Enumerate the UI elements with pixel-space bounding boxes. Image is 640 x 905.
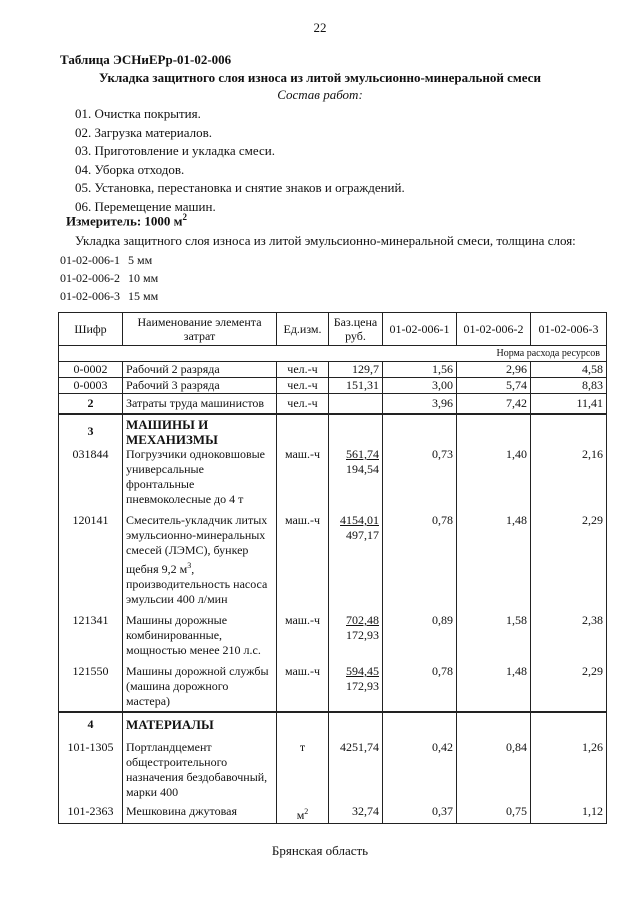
cell-v1: 0,78: [383, 658, 457, 712]
page-number: 22: [313, 20, 327, 35]
header-variant-2: 01-02-006-2: [457, 313, 531, 346]
cell-v1: 0,78: [383, 507, 457, 607]
table-row: [59, 736, 607, 800]
name-part-a: Смеситель-укладчик литых эмульсионно-минеральных смесей (ЛЭМС), бункер щебня 9,2 м: [126, 513, 268, 576]
operation-item: 05. Установка, перестановка и снятие знаков и ограждений.: [75, 180, 405, 195]
cell-price: [329, 507, 383, 607]
cell-price: 151,31: [329, 378, 383, 394]
table-row: [59, 362, 607, 378]
variant-code: 01-02-006-1: [60, 253, 120, 267]
cell-code: 031844: [59, 447, 123, 507]
header-price: Баз.цена руб.: [329, 313, 383, 346]
cell-price: [329, 394, 383, 415]
header-variant-3: 01-02-006-3: [531, 313, 607, 346]
variants-list: [60, 251, 158, 305]
cell-unit: чел.-ч: [277, 394, 329, 415]
operation-item: 01. Очистка покрытия.: [75, 106, 201, 121]
cell-v3: 4,58: [531, 362, 607, 378]
cell-v1: 1,56: [383, 362, 457, 378]
table-row: [59, 378, 607, 394]
cell-name: Погрузчики одноковшовые универсальные фронтальные пневмоколесные до 4 т: [123, 447, 277, 507]
table-row: [59, 507, 607, 607]
cell-v3: 2,38: [531, 607, 607, 658]
cell-v1: 3,96: [383, 394, 457, 415]
operation-item: 06. Перемещение машин.: [75, 198, 216, 214]
unit-text: м: [296, 808, 305, 822]
cell-unit: чел.-ч: [277, 378, 329, 394]
cell-v3: 2,16: [531, 447, 607, 507]
cell-name: Машины дорожной службы (машина дорожного мастера): [123, 658, 277, 712]
operations-list: [75, 105, 405, 216]
price-base: 4154,01: [340, 513, 379, 527]
operation-item: 02. Загрузка материалов.: [75, 124, 212, 140]
section-title: МАТЕРИАЛЫ: [123, 712, 277, 736]
cell-v2: 1,48: [457, 658, 531, 712]
price-wage: 172,93: [346, 679, 379, 693]
cell-v2: 1,40: [457, 447, 531, 507]
cell-price: [329, 447, 383, 507]
cell-v2: 1,48: [457, 507, 531, 607]
price-base: 702,48: [346, 613, 379, 627]
cell-unit: [277, 800, 329, 824]
table-row: [59, 447, 607, 507]
cell-v2: 1,58: [457, 607, 531, 658]
cell-unit: чел.-ч: [277, 362, 329, 378]
cell-name: Мешковина джутовая: [123, 800, 277, 824]
table-row-machinist: [59, 394, 607, 415]
header-variant-1: 01-02-006-1: [383, 313, 457, 346]
cell-price: [329, 607, 383, 658]
name-sup: 3: [187, 561, 192, 570]
cell-v1: 3,00: [383, 378, 457, 394]
cell-code: 0-0003: [59, 378, 123, 394]
cell-name: Машины дорожные комбинированные, мощностью менее 210 л.с.: [123, 607, 277, 658]
price-wage: 172,93: [346, 628, 379, 642]
table-row: [59, 607, 607, 658]
table-row: [59, 658, 607, 712]
cell-v2: 5,74: [457, 378, 531, 394]
cell-unit: маш.-ч: [277, 607, 329, 658]
cell-v2: 2,96: [457, 362, 531, 378]
unit-sup: 2: [304, 807, 309, 816]
variant-value: 15 мм: [128, 289, 159, 303]
cell-v3: 11,41: [531, 394, 607, 415]
cell-v1: 0,42: [383, 736, 457, 800]
cell-v3: 1,26: [531, 736, 607, 800]
table-row: [59, 800, 607, 824]
cell-v2: 0,84: [457, 736, 531, 800]
cell-unit: маш.-ч: [277, 507, 329, 607]
operation-item: 03. Приготовление и укладка смеси.: [75, 143, 275, 158]
measure-sup: 2: [182, 212, 188, 222]
cell-code: 121550: [59, 658, 123, 712]
section-row-machines: [59, 414, 607, 447]
norm-table: [58, 312, 607, 824]
cell-name: Рабочий 3 разряда: [123, 378, 277, 394]
cell-v3: 1,12: [531, 800, 607, 824]
cell-code: 121341: [59, 607, 123, 658]
header-unit: Ед.изм.: [277, 313, 329, 346]
cell-v1: 0,89: [383, 607, 457, 658]
cell-price: 32,74: [329, 800, 383, 824]
section-title: МАШИНЫ И МЕХАНИЗМЫ: [123, 414, 277, 447]
work-description: Укладка защитного слоя износа из литой эмульсионно-минеральной смеси, толщина слоя:: [75, 233, 576, 248]
cell-v1: 0,37: [383, 800, 457, 824]
variant-value: 10 мм: [128, 271, 159, 285]
cell-code: 101-1305: [59, 736, 123, 800]
operation-item: 04. Уборка отходов.: [75, 161, 185, 177]
cell-name: Портландцемент общестроительного назначения бездобавочный, марки 400: [123, 736, 277, 800]
norm-note-row: [59, 346, 607, 362]
cell-v3: 2,29: [531, 507, 607, 607]
price-base: 561,74: [346, 447, 379, 461]
section-row-materials: [59, 712, 607, 736]
table-id: Таблица ЭСНиЕРр-01-02-006: [60, 52, 232, 67]
table-header-row: [59, 313, 607, 346]
cell-name: Рабочий 2 разряда: [123, 362, 277, 378]
cell-code: 2: [59, 394, 123, 415]
cell-price: 129,7: [329, 362, 383, 378]
cell-unit: т: [277, 736, 329, 800]
header-code: Шифр: [59, 313, 123, 346]
variant-item: [60, 269, 158, 287]
cell-code: 120141: [59, 507, 123, 607]
variant-item: [60, 287, 158, 305]
cell-code: 101-2363: [59, 800, 123, 824]
variant-code: 01-02-006-3: [60, 289, 120, 303]
cell-v3: 8,83: [531, 378, 607, 394]
footer-region: Брянская область: [271, 843, 369, 858]
cell-v2: 7,42: [457, 394, 531, 415]
cell-price: 4251,74: [329, 736, 383, 800]
name-part-b: , производительность насоса эмульсии 400 л/мин: [126, 562, 268, 606]
section-code: 3: [59, 414, 123, 447]
cell-unit: маш.-ч: [277, 447, 329, 507]
price-base: 594,45: [346, 664, 379, 678]
cell-name: [123, 507, 277, 607]
price-wage: 497,17: [346, 528, 379, 542]
composition-label: Состав работ:: [277, 87, 363, 102]
measure-unit: [66, 212, 187, 229]
cell-name: Затраты труда машинистов: [123, 394, 277, 415]
cell-v2: 0,75: [457, 800, 531, 824]
measure-label: Измеритель: 1000 м: [66, 213, 183, 229]
header-name: Наименование элемента затрат: [123, 313, 277, 346]
variant-value: 5 мм: [128, 253, 153, 267]
price-wage: 194,54: [346, 462, 379, 476]
cell-price: [329, 658, 383, 712]
cell-unit: маш.-ч: [277, 658, 329, 712]
cell-code: 0-0002: [59, 362, 123, 378]
variant-code: 01-02-006-2: [60, 271, 120, 285]
cell-v3: 2,29: [531, 658, 607, 712]
cell-v1: 0,73: [383, 447, 457, 507]
work-title: Укладка защитного слоя износа из литой эмульсионно-минеральной смеси: [99, 70, 541, 85]
variant-item: [60, 251, 158, 269]
norm-note: Норма расхода ресурсов: [59, 346, 607, 362]
section-code: 4: [59, 712, 123, 736]
